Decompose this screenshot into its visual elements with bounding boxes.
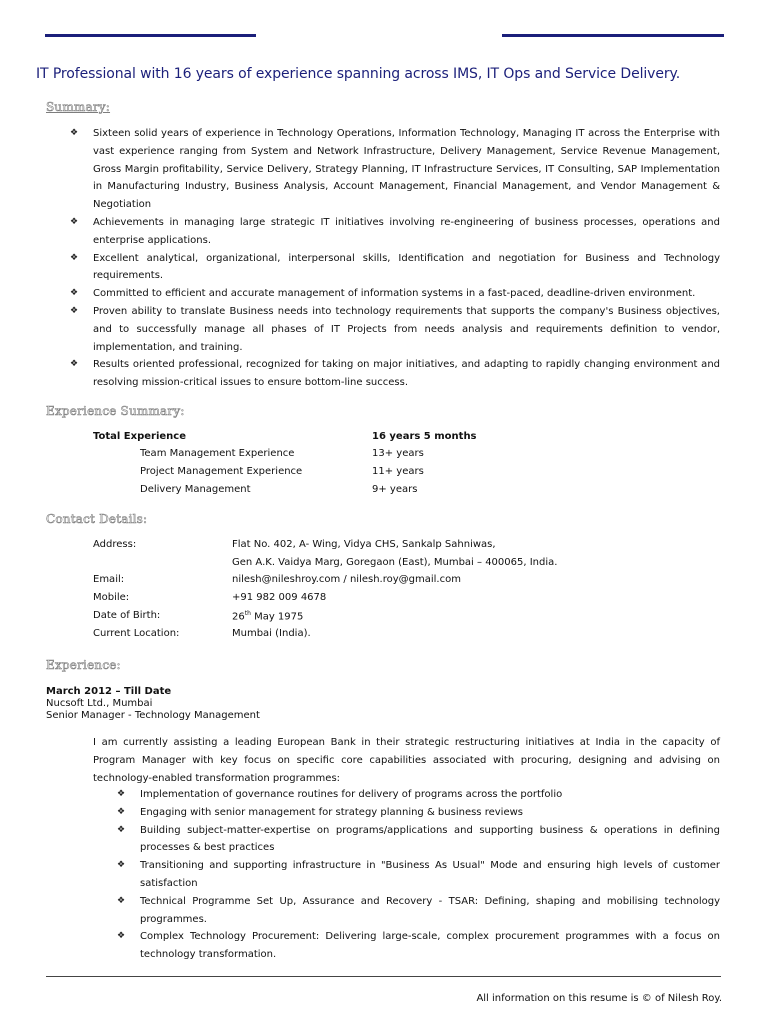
email-value[interactable]: nilesh@nileshroy.com / nilesh.roy@gmail.com: [232, 574, 461, 585]
footer-rule: [46, 976, 721, 977]
diamond-bullet-icon: ❖: [117, 806, 126, 817]
total-experience-value: 16 years 5 months: [372, 431, 477, 442]
total-experience-label: Total Experience: [93, 431, 186, 442]
address-label: Address:: [93, 539, 137, 550]
header-rule-right: [502, 34, 724, 37]
list-item: ❖ Engaging with senior management for strategy planning & business reviews: [140, 804, 720, 822]
list-item: ❖ Results oriented professional, recognized for taking on major initiatives, and adapting to rapidly changing environment and resolving mission-critical issues to ensure bottom-line success.: [93, 356, 720, 392]
email-label: Email:: [93, 574, 125, 585]
footer-copyright: All information on this resume is © of Nilesh Roy.: [476, 993, 722, 1004]
diamond-bullet-icon: ❖: [117, 789, 126, 799]
exp-row-value: 9+ years: [372, 484, 418, 495]
job-period: March 2012 – Till Date: [46, 686, 172, 697]
section-contact: Contact Details:: [46, 512, 148, 526]
exp-row-label: Delivery Management: [140, 484, 251, 495]
list-item: ❖ Excellent analytical, organizational, interpersonal skills, Identification and negotiation for Business and Technology requirements.: [93, 250, 720, 286]
job-company: Nucsoft Ltd., Mumbai: [46, 698, 153, 709]
diamond-bullet-icon: ❖: [70, 288, 79, 299]
job-bullets: [117, 786, 720, 964]
list-item: ❖ Achievements in managing large strategic IT initiatives involving re-engineering of business processes, operations and enterprise applications.: [93, 214, 720, 250]
section-experience-summary: Experience Summary:: [46, 404, 185, 418]
diamond-bullet-icon: ❖: [70, 216, 79, 227]
list-item: ❖ Proven ability to translate Business needs into technology requirements that supports the company's Business objectives, and to successfully manage all phases of IT Projects from needs analysis and requirements definition to vendor, implementation, and training.: [93, 303, 720, 356]
list-item: ❖ Implementation of governance routines for delivery of programs across the portfolio: [140, 786, 720, 804]
job-role: Senior Manager - Technology Management: [46, 710, 260, 721]
dob-value: 26th May 1975: [232, 610, 304, 623]
address-line-1: Flat No. 402, A- Wing, Vidya CHS, Sankalp Sahniwas,: [232, 539, 496, 550]
section-experience: Experience:: [46, 658, 121, 672]
address-line-2: Gen A.K. Vaidya Marg, Goregaon (East), Mumbai – 400065, India.: [232, 557, 558, 568]
mobile-value: +91 982 009 4678: [232, 592, 327, 603]
list-item: ❖ Building subject-matter-expertise on programs/applications and supporting business & operations in defining processes & best practices: [140, 822, 720, 858]
location-value: Mumbai (India).: [232, 628, 311, 639]
diamond-bullet-icon: ❖: [117, 931, 126, 942]
list-item: ❖ Technical Programme Set Up, Assurance and Recovery - TSAR: Defining, shaping and mobilising technology programmes.: [140, 893, 720, 929]
diamond-bullet-icon: ❖: [117, 895, 126, 906]
list-item: ❖ Transitioning and supporting infrastructure in "Business As Usual" Mode and ensuring high levels of customer satisfaction: [140, 857, 720, 893]
list-item: ❖ Committed to efficient and accurate management of information systems in a fast-paced, deadline-driven environment.: [93, 285, 720, 303]
diamond-bullet-icon: ❖: [117, 860, 126, 871]
exp-row-label: Team Management Experience: [140, 448, 295, 459]
dob-label: Date of Birth:: [93, 610, 161, 621]
header-rule-left: [45, 34, 256, 37]
location-label: Current Location:: [93, 628, 180, 639]
exp-row-label: Project Management Experience: [140, 466, 303, 477]
list-item: ❖ Sixteen solid years of experience in Technology Operations, Information Technology, Managing IT across the Enterprise with vast experience ranging from System and Network Infrastructure, Delivery Management, Service Revenue Management, Gross Margin profitability, Service Delivery, Strategy Planning, IT Infrastructure Services, IT Consulting, SAP Implementation in Manufacturing Industry, Business Analysis, Account Management, Financial Management, and Vendor Management & Negotiation: [93, 125, 720, 214]
mobile-label: Mobile:: [93, 592, 130, 603]
headline: IT Professional with 16 years of experience spanning across IMS, IT Ops and Service Delivery.: [36, 66, 681, 82]
diamond-bullet-icon: ❖: [70, 359, 79, 370]
section-summary: Summary:: [46, 100, 111, 114]
exp-row-value: 13+ years: [372, 448, 424, 459]
diamond-bullet-icon: ❖: [117, 824, 126, 835]
summary-list: [70, 125, 720, 392]
diamond-bullet-icon: ❖: [70, 305, 79, 316]
job-intro: I am currently assisting a leading European Bank in their strategic restructuring initiatives at India in the capacity of Program Manager with key focus on specific core capabilities associated with procuring, designing and advising on technology-enabled transformation programmes:: [93, 737, 720, 784]
diamond-bullet-icon: ❖: [70, 128, 79, 138]
list-item: ❖ Complex Technology Procurement: Delivering large-scale, complex procurement programmes with a focus on technology transformation.: [140, 928, 720, 964]
diamond-bullet-icon: ❖: [70, 252, 79, 263]
exp-row-value: 11+ years: [372, 466, 424, 477]
